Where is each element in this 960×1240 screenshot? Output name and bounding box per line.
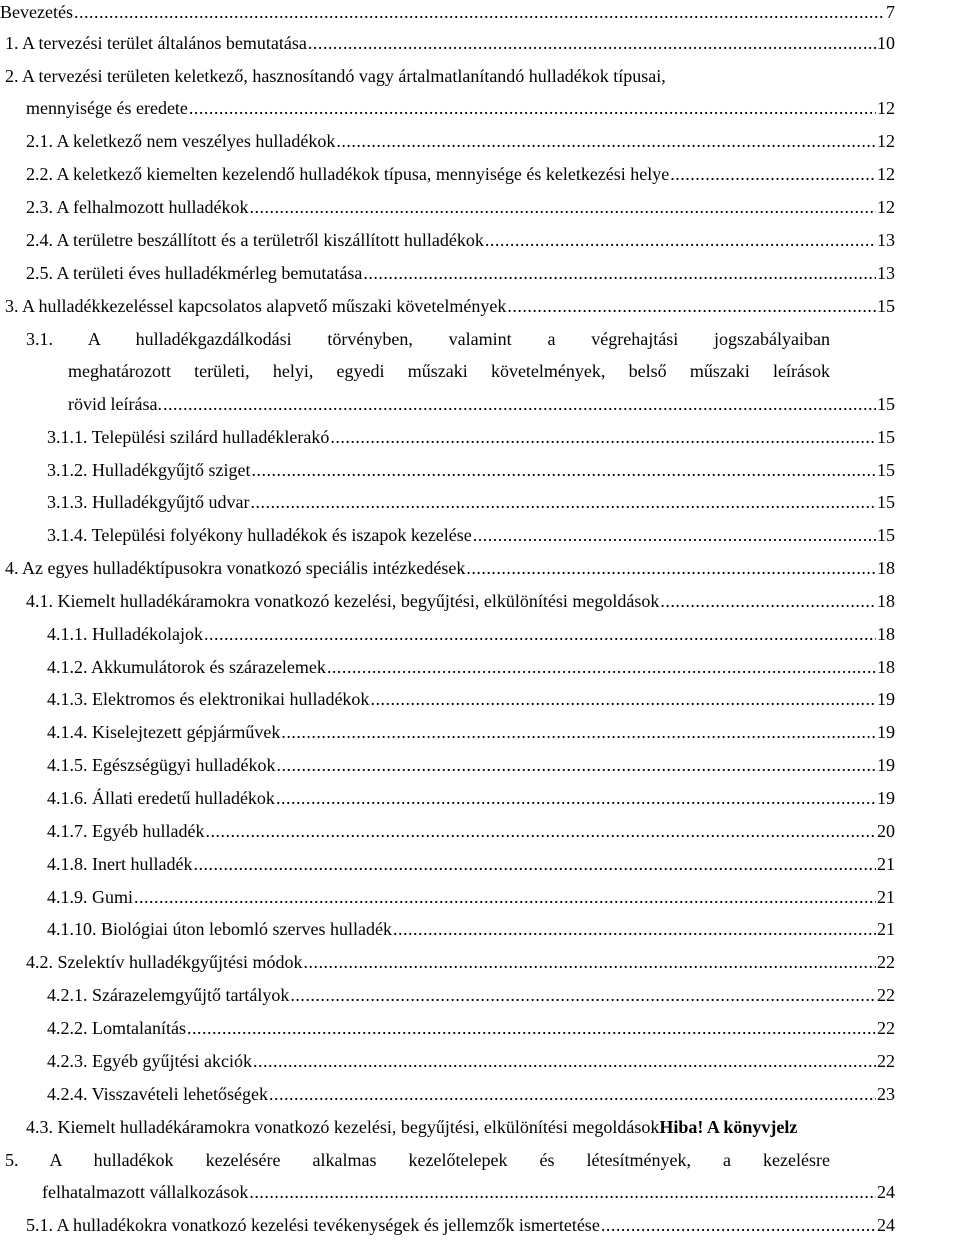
toc-entry-title: 4.2.1. Szárazelemgyűjtő tartályok — [47, 985, 290, 1005]
toc-entry[interactable] — [47, 750, 895, 780]
toc-leader-dots — [250, 487, 876, 517]
toc-entry-title: 2.4. A területre beszállított és a területről kiszállított hulladékok — [26, 230, 484, 250]
toc-entry-title: 2.2. A keletkező kiemelten kezelendő hulladékok típusa, mennyisége és keletkezési helye — [26, 164, 670, 184]
toc-entry[interactable] — [26, 1112, 960, 1142]
toc-entry[interactable] — [47, 684, 895, 714]
toc-leader-dots — [187, 1013, 876, 1043]
toc-page-number: 15 — [877, 525, 895, 545]
toc-leader-dots — [251, 455, 876, 485]
toc-page-number: 21 — [877, 854, 895, 874]
toc-entry[interactable] — [47, 487, 895, 517]
toc-entry-title: 3.1. A hulladékgazdálkodási törvényben, valamint a végrehajtási jogszabályaiban — [26, 329, 830, 349]
toc-page-number: 22 — [877, 1018, 895, 1038]
toc-page-number: 22 — [877, 952, 895, 972]
toc-entry-title: 1. A tervezési terület általános bemutatása — [5, 33, 307, 53]
toc-entry[interactable] — [26, 1210, 895, 1240]
toc-entry-title: 4.1.4. Kiselejtezett gépjárművek — [47, 722, 281, 742]
toc-entry[interactable] — [26, 586, 895, 616]
toc-leader-dots — [134, 882, 876, 912]
toc-page-number: 18 — [877, 624, 895, 644]
toc-entry-title: 4.1.1. Hulladékolajok — [47, 624, 203, 644]
toc-entry-title: 4.1. Kiemelt hulladékáramokra vonatkozó kezelési, begyűjtési, elkülönítési megoldások — [26, 591, 660, 611]
toc-page-number: 22 — [877, 985, 895, 1005]
toc-entry[interactable] — [47, 520, 895, 550]
toc-page-number: 10 — [877, 33, 895, 53]
toc-entry-title: 2.3. A felhalmozott hulladékok — [26, 197, 249, 217]
toc-leader-dots — [249, 1177, 876, 1207]
toc-leader-dots — [303, 947, 876, 977]
toc-entry-title: 4.1.9. Gumi — [47, 887, 134, 907]
toc-entry[interactable] — [5, 61, 840, 91]
toc-leader-dots — [163, 389, 876, 419]
toc-page-number: 18 — [877, 657, 895, 677]
toc-entry-continuation[interactable] — [26, 93, 895, 123]
toc-page-number: 12 — [877, 131, 895, 151]
toc-page-number: 20 — [877, 821, 895, 841]
toc-leader-dots — [330, 422, 876, 452]
toc-leader-dots — [601, 1210, 876, 1240]
toc-leader-dots — [507, 291, 876, 321]
toc-leader-dots — [193, 849, 876, 879]
toc-entry-title: 2.1. A keletkező nem veszélyes hulladékok — [26, 131, 336, 151]
toc-leader-dots — [473, 520, 876, 550]
toc-entry[interactable] — [26, 324, 830, 354]
toc-page-number: 15 — [877, 492, 895, 512]
toc-entry[interactable] — [5, 553, 895, 583]
toc-entry-title: 4.1.10. Biológiai úton lebomló szerves hulladék — [47, 919, 392, 939]
toc-page-number: 23 — [877, 1084, 895, 1104]
toc-leader-dots — [253, 1046, 876, 1076]
toc-entry[interactable] — [26, 126, 895, 156]
toc-entry[interactable] — [5, 1145, 830, 1175]
toc-leader-dots — [336, 126, 876, 156]
toc-entry-title: 3.1.3. Hulladékgyűjtő udvar — [47, 492, 250, 512]
toc-entry[interactable] — [47, 652, 895, 682]
toc-page-number: 12 — [877, 197, 895, 217]
toc-leader-dots — [308, 28, 876, 58]
toc-page-number: 19 — [877, 788, 895, 808]
toc-page-number: 21 — [877, 919, 895, 939]
toc-entry-title: 4. Az egyes hulladéktípusokra vonatkozó speciális intézkedések — [5, 558, 466, 578]
toc-page-number: 13 — [877, 230, 895, 250]
toc-entry[interactable] — [47, 882, 895, 912]
toc-entry-continuation — [68, 356, 830, 386]
toc-page-number: 15 — [877, 427, 895, 447]
toc-entry-title: 4.1.2. Akkumulátorok és szárazelemek — [47, 657, 326, 677]
toc-entry[interactable] — [47, 1079, 895, 1109]
toc-leader-dots — [205, 816, 876, 846]
toc-entry-title: 4.1.3. Elektromos és elektronikai hulladékok — [47, 689, 370, 709]
toc-entry-title: 3.1.4. Települési folyékony hulladékok és iszapok kezelése — [47, 525, 472, 545]
toc-entry[interactable] — [47, 980, 895, 1010]
toc-leader-dots — [204, 619, 876, 649]
toc-entry-title: 5.1. A hulladékokra vonatkozó kezelési tevékenységek és jellemzők ismertetése — [26, 1215, 600, 1235]
bookmark-error-text: Hiba! A könyvjelz — [659, 1117, 798, 1137]
toc-entry[interactable] — [47, 455, 895, 485]
toc-leader-dots — [485, 225, 876, 255]
toc-page-number: 15 — [877, 296, 895, 316]
toc-entry-continuation[interactable] — [42, 1177, 895, 1207]
toc-page-number: 12 — [877, 164, 895, 184]
toc-entry[interactable] — [47, 816, 895, 846]
toc-entry[interactable] — [26, 258, 895, 288]
toc-page-number: 21 — [877, 887, 895, 907]
toc-page-number: 15 — [877, 460, 895, 480]
toc-entry-title: 4.2. Szelektív hulladékgyűjtési módok — [26, 952, 303, 972]
toc-entry[interactable] — [47, 914, 895, 944]
toc-entry[interactable] — [47, 783, 895, 813]
toc-leader-dots — [276, 750, 876, 780]
toc-entry-title: 4.2.4. Visszavételi lehetőségek — [47, 1084, 269, 1104]
toc-page-number: 24 — [877, 1215, 895, 1235]
toc-page-number: 19 — [877, 722, 895, 742]
toc-leader-dots — [74, 0, 885, 27]
toc-leader-dots — [370, 684, 876, 714]
toc-page-number: 18 — [877, 591, 895, 611]
toc-entry-title: felhatalmazott vállalkozások — [42, 1182, 249, 1202]
toc-entry[interactable] — [47, 1046, 895, 1076]
toc-entry-title: meghatározott területi, helyi, egyedi műszaki követelmények, belső műszaki leírások — [68, 361, 830, 381]
toc-leader-dots — [276, 783, 876, 813]
toc-leader-dots — [670, 159, 876, 189]
toc-entry-title: 4.2.2. Lomtalanítás — [47, 1018, 186, 1038]
toc-entry-title: 4.1.6. Állati eredetű hulladékok — [47, 788, 275, 808]
toc-entry[interactable] — [5, 28, 895, 58]
toc-entry-title: 4.2.3. Egyéb gyűjtési akciók — [47, 1051, 252, 1071]
toc-leader-dots — [249, 192, 876, 222]
toc-entry[interactable] — [26, 225, 895, 255]
toc-entry[interactable] — [0, 0, 895, 27]
toc-leader-dots — [269, 1079, 876, 1109]
toc-leader-dots — [327, 652, 876, 682]
toc-leader-dots — [393, 914, 876, 944]
toc-entry-title: 3.1.2. Hulladékgyűjtő sziget — [47, 460, 251, 480]
toc-page-number: 19 — [877, 755, 895, 775]
toc-entry-title: 4.1.7. Egyéb hulladék — [47, 821, 205, 841]
toc-entry[interactable] — [47, 849, 895, 879]
toc-entry[interactable] — [26, 192, 895, 222]
toc-entry-title: 5. A hulladékok kezelésére alkalmas kezelőtelepek és létesítmények, a kezelésre — [5, 1150, 830, 1170]
toc-page-number: 12 — [877, 98, 895, 118]
toc-page-number: 15 — [877, 394, 895, 414]
toc-entry[interactable] — [5, 291, 895, 321]
toc-entry-title: mennyisége és eredete — [26, 98, 188, 118]
toc-entry-title: 3.1.1. Települési szilárd hulladéklerakó — [47, 427, 330, 447]
toc-leader-dots — [281, 717, 876, 747]
toc-page-number: 18 — [877, 558, 895, 578]
toc-entry-title: 4.1.5. Egészségügyi hulladékok — [47, 755, 276, 775]
toc-entry[interactable] — [26, 159, 895, 189]
toc-entry-title: Bevezetés — [0, 2, 73, 22]
toc-entry[interactable] — [47, 619, 895, 649]
toc-leader-dots — [660, 586, 876, 616]
toc-entry[interactable] — [26, 947, 895, 977]
toc-entry-title: 4.1.8. Inert hulladék — [47, 854, 193, 874]
toc-page-number: 22 — [877, 1051, 895, 1071]
toc-entry-continuation[interactable] — [68, 389, 895, 419]
toc-leader-dots — [290, 980, 876, 1010]
toc-entry-title: 4.3. Kiemelt hulladékáramokra vonatkozó kezelési, begyűjtési, elkülönítési megoldások — [26, 1117, 660, 1137]
toc-leader-dots — [466, 553, 876, 583]
toc-leader-dots — [363, 258, 876, 288]
toc-entry-title: 3. A hulladékkezeléssel kapcsolatos alapvető műszaki követelmények — [5, 296, 507, 316]
toc-entry[interactable] — [47, 422, 895, 452]
toc-entry-title: 2.5. A területi éves hulladékmérleg bemutatása — [26, 263, 363, 283]
toc-entry-title: rövid leírása. — [68, 394, 162, 414]
toc-page-number: 7 — [886, 2, 895, 22]
toc-entry[interactable] — [47, 717, 895, 747]
toc-page-number: 19 — [877, 689, 895, 709]
toc-leader-dots — [189, 93, 876, 123]
toc-page-number: 24 — [877, 1182, 895, 1202]
toc-page-number: 13 — [877, 263, 895, 283]
toc-entry-title: 2. A tervezési területen keletkező, hasznosítandó vagy ártalmatlanítandó hulladékok típusai, — [5, 66, 666, 86]
toc-entry[interactable] — [47, 1013, 895, 1043]
